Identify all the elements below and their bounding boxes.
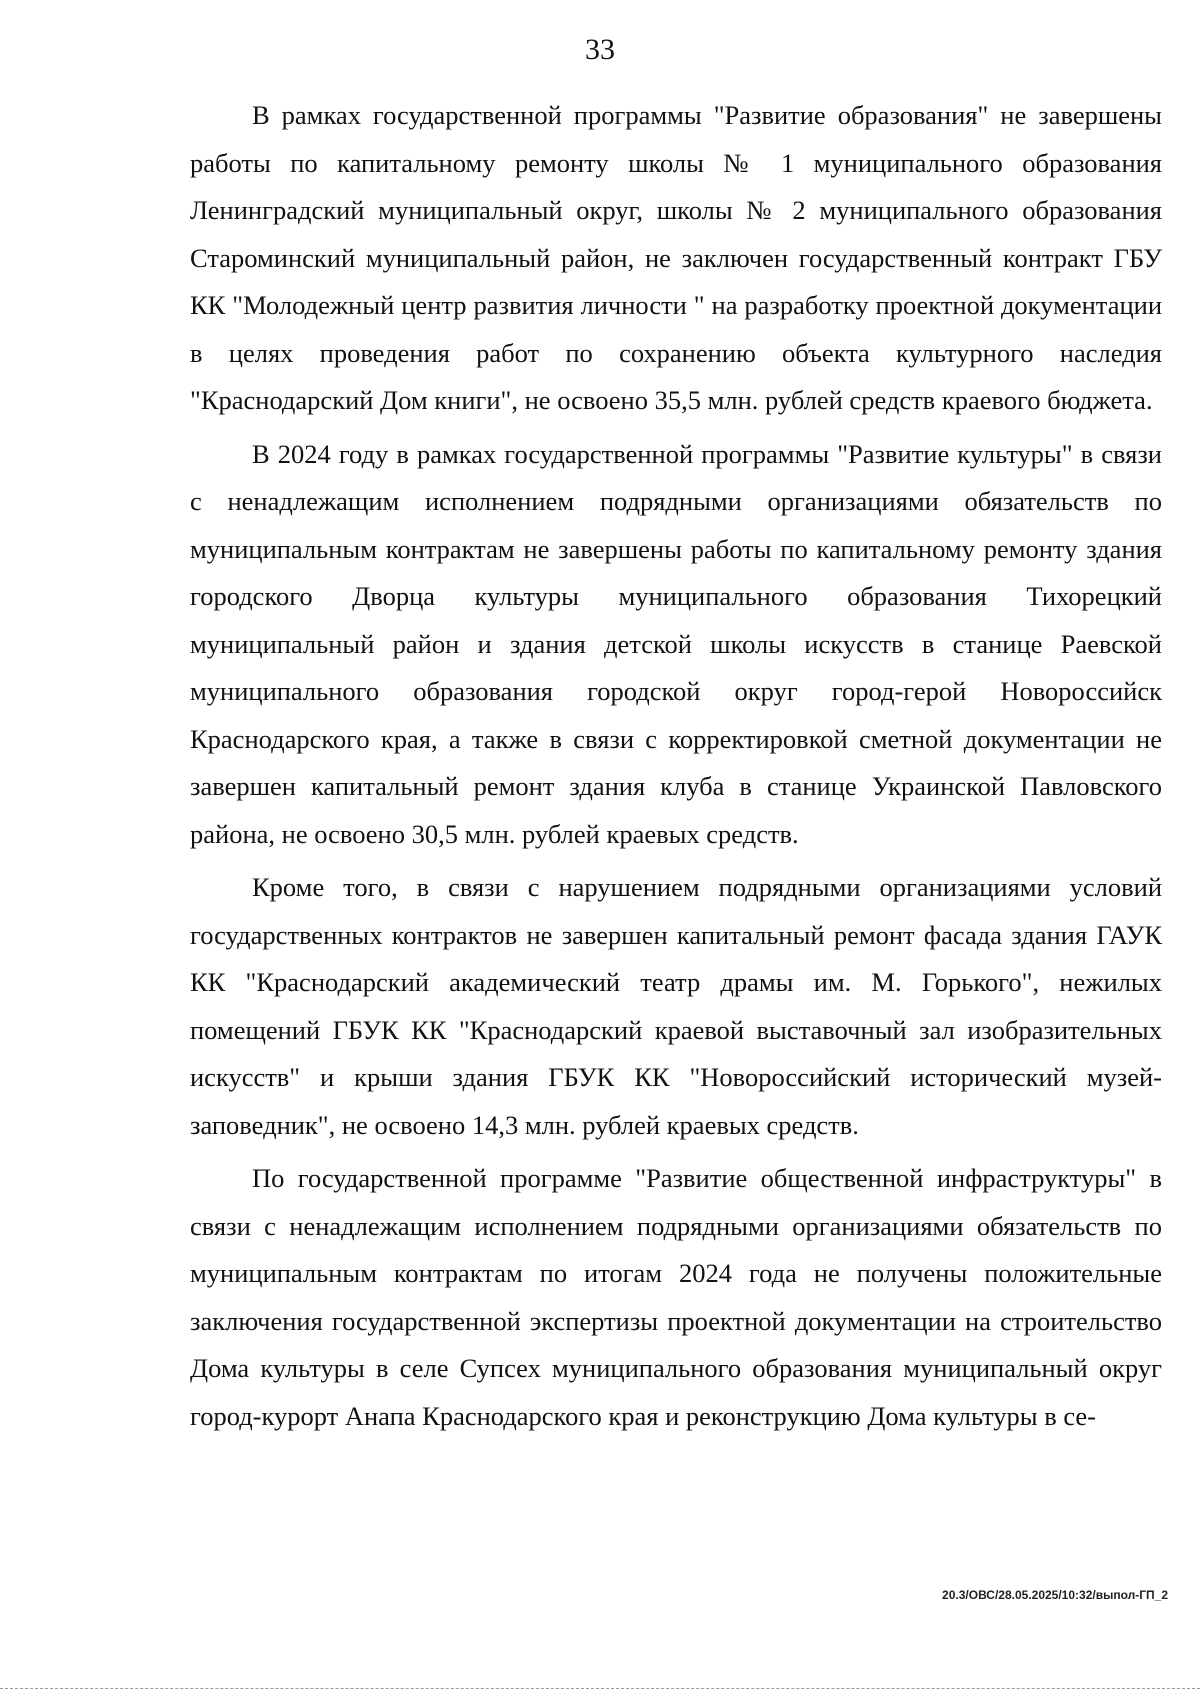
scan-edge-divider xyxy=(0,1688,1200,1689)
page-number: 33 xyxy=(585,33,615,66)
paragraph-contract-violations: Кроме того, в связи с нарушением подрядными организациями условий государственных контрактов не завершен капитальный ремонт фасада здания ГАУК КК "Краснодарский академический театр драмы им. М. Горького", нежилых помещений ГБУК КК "Краснодарский краевой выставочный зал изобразительных искусств" и крыши здания ГБУК КК "Новороссийский исторический музей-заповедник", не освоено 14,3 млн. рублей краевых средств. xyxy=(190,872,1162,1140)
paragraph-education-program: В рамках государственной программы "Развитие образования" не завершены работы по капитальному ремонту школы № 1 муниципального образования Ленинградский муниципальный округ, школы № 2 муниципального образования Староминский муниципальный район, не заключен государственный контракт ГБУ КК "Молодежный центр развития личности " на разработку проектной документации в целях проведения работ по сохранению объекта культурного наследия "Краснодарский Дом книги", не освоено 35,5 млн. рублей средств краевого бюджета. xyxy=(190,100,1162,415)
paragraph-culture-program: В 2024 году в рамках государственной программы "Развитие культуры" в связи с ненадлежащим исполнением подрядными организациями обязательств по муниципальным контрактам не завершены работы по капитальному ремонту здания городского Дворца культуры муниципального образования Тихорецкий муниципальный район и здания детской школы искусств в станице Раевской муниципального образования городской округ город-герой Новороссийск Краснодарского края, а также в связи с корректировкой сметной документации не завершен капитальный ремонт здания клуба в станице Украинской Павловского района, не освоено 30,5 млн. рублей краевых средств. xyxy=(190,438,1162,849)
document-footer-code: 20.3/ОВС/28.05.2025/10:32/выпол-ГП_2 xyxy=(942,1588,1168,1602)
paragraph-infrastructure-program: По государственной программе "Развитие общественной инфраструктуры" в связи с ненадлежащим исполнением подрядными организациями обязательств по муниципальным контрактам по итогам 2024 года не получены положительные заключения государственной экспертизы проектной документации на строительство Дома культуры в селе Супсех муниципального образования муниципальный округ город-курорт Анапа Краснодарского края и реконструкцию Дома культуры в се- xyxy=(190,1163,1162,1431)
document-body xyxy=(190,92,1162,1446)
